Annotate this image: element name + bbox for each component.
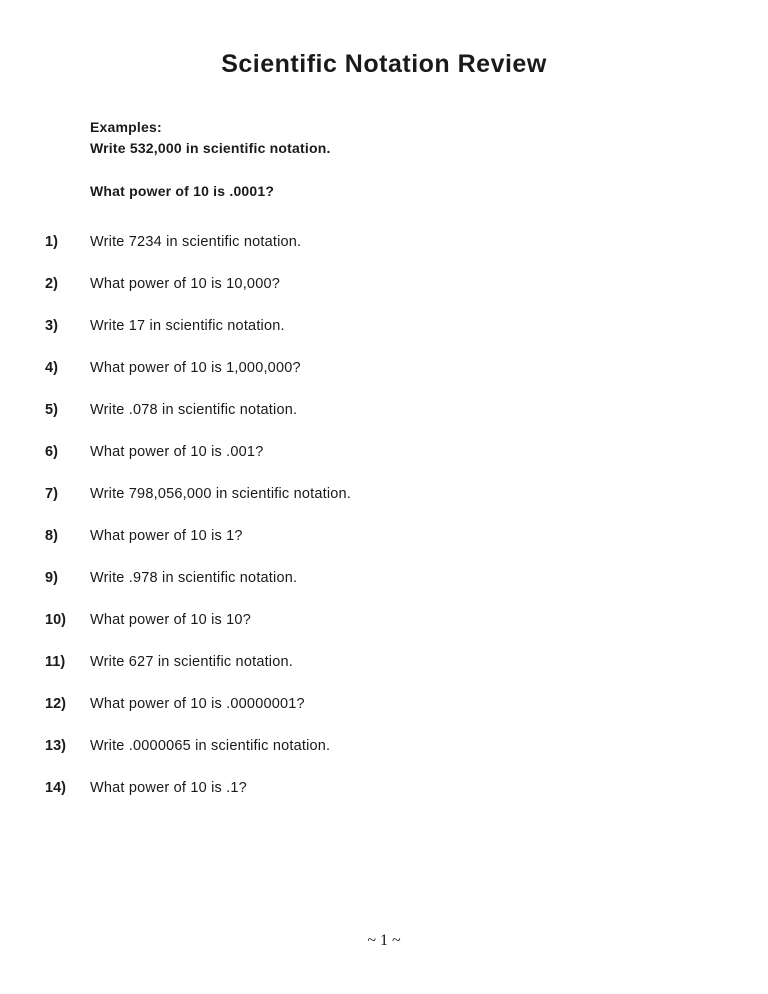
question-number: 3) <box>45 318 58 334</box>
question-item <box>0 234 768 276</box>
question-number: 6) <box>45 444 58 460</box>
question-item <box>0 696 768 738</box>
question-list <box>0 234 768 822</box>
question-number: 11) <box>45 654 66 670</box>
question-number: 12) <box>45 696 66 712</box>
question-number: 9) <box>45 570 58 586</box>
question-text: Write 627 in scientific notation. <box>90 654 293 670</box>
question-number: 1) <box>45 234 58 250</box>
question-text: What power of 10 is 1? <box>90 528 243 544</box>
question-text: What power of 10 is 1,000,000? <box>90 360 301 376</box>
question-item <box>0 486 768 528</box>
question-text: What power of 10 is .001? <box>90 444 264 460</box>
question-item <box>0 402 768 444</box>
question-text: Write 17 in scientific notation. <box>90 318 285 334</box>
question-item <box>0 738 768 780</box>
question-number: 2) <box>45 276 58 292</box>
question-item <box>0 780 768 822</box>
question-item <box>0 276 768 318</box>
examples-section <box>90 117 768 202</box>
examples-heading: Examples: <box>90 119 162 135</box>
question-text: What power of 10 is .1? <box>90 780 247 796</box>
question-item <box>0 654 768 696</box>
question-text: What power of 10 is .00000001? <box>90 696 305 712</box>
question-text: Write .0000065 in scientific notation. <box>90 738 331 754</box>
question-number: 7) <box>45 486 58 502</box>
question-item <box>0 360 768 402</box>
question-item <box>0 318 768 360</box>
page-number-footer: ~ 1 ~ <box>367 932 401 949</box>
question-number: 5) <box>45 402 58 418</box>
question-number: 8) <box>45 528 58 544</box>
question-item <box>0 570 768 612</box>
page-title: Scientific Notation Review <box>221 50 547 78</box>
question-text: Write 798,056,000 in scientific notation. <box>90 486 352 502</box>
question-text: Write 7234 in scientific notation. <box>90 234 302 250</box>
examples-spacer <box>90 159 768 181</box>
example-problem-2: What power of 10 is .0001? <box>90 183 275 199</box>
question-text: Write .978 in scientific notation. <box>90 570 298 586</box>
example-problem-1: Write 532,000 in scientific notation. <box>90 140 331 156</box>
question-item <box>0 528 768 570</box>
question-number: 13) <box>45 738 66 754</box>
question-item <box>0 444 768 486</box>
question-text: Write .078 in scientific notation. <box>90 402 298 418</box>
question-number: 10) <box>45 612 66 628</box>
question-text: What power of 10 is 10? <box>90 612 251 628</box>
question-number: 14) <box>45 780 66 796</box>
question-number: 4) <box>45 360 58 376</box>
question-item <box>0 612 768 654</box>
question-text: What power of 10 is 10,000? <box>90 276 280 292</box>
